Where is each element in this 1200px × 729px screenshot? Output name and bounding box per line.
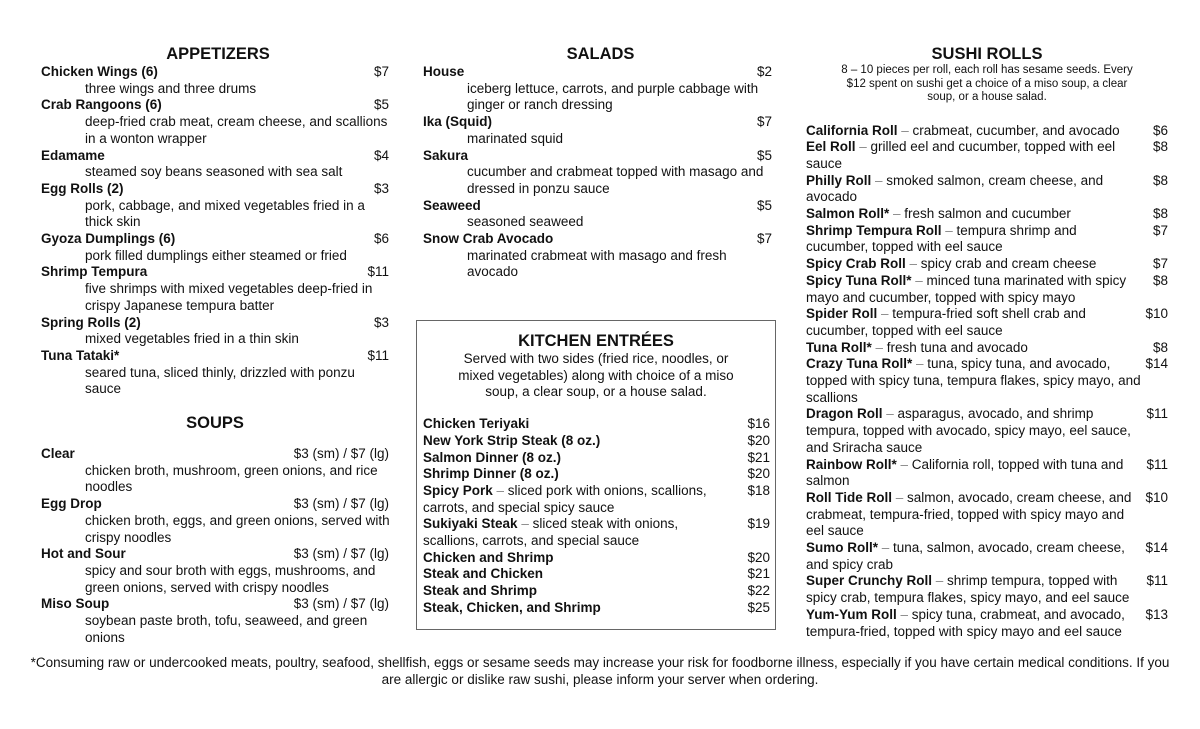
- menu-item: [806, 123, 1168, 140]
- soups-heading: SOUPS: [186, 414, 244, 432]
- item-price: $7: [1152, 256, 1168, 272]
- item-description: seared tuna, sliced thinly, drizzled with ponzu sauce: [85, 364, 355, 397]
- item-description: tempura-fried soft shell crab and cucumber, topped with eel sauce: [806, 306, 1086, 338]
- footer-disclaimer: *Consuming raw or undercooked meats, poultry, seafood, shellfish, eggs or sesame seeds may increase your risk for foodborne illness, especially if you have certain medical conditions. If you are allergic or dislike raw sushi, please inform your server when ordering.: [30, 655, 1170, 687]
- kitchen-note: Served with two sides (fried rice, noodles, or mixed vegetables) along with choice of a miso soup, a clear soup, or a house salad.: [458, 351, 734, 400]
- dash-separator: –: [871, 172, 887, 188]
- menu-item: [41, 181, 389, 198]
- item-name: Roll Tide Roll: [806, 489, 893, 505]
- appetizers-list: [41, 64, 389, 398]
- menu-item: [806, 573, 1168, 606]
- item-price: $20: [747, 432, 770, 448]
- menu-item: [41, 446, 389, 463]
- item-price: $11: [1146, 456, 1168, 472]
- item-name: Sukiyaki Steak: [423, 516, 518, 532]
- item-description: salmon, avocado, cream cheese, and crabmeat, tempura-fried, topped with spicy mayo and eel sauce: [806, 489, 1132, 539]
- item-price: $14: [1145, 356, 1168, 372]
- item-description: asparagus, avocado, and shrimp tempura, topped with avocado, spicy mayo, eel sauce, and Sriracha sauce: [806, 406, 1131, 455]
- menu-item: [806, 273, 1168, 306]
- menu-item: [806, 223, 1168, 256]
- item-name: Sumo Roll*: [806, 540, 879, 556]
- menu-item: [41, 546, 389, 563]
- item-description: cucumber and crabmeat topped with masago and dressed in ponzu sauce: [467, 164, 764, 196]
- item-price: $7: [373, 64, 389, 79]
- dash-separator: –: [911, 272, 927, 288]
- menu-item: [423, 433, 770, 450]
- item-name: Gyoza Dumplings (6): [41, 231, 176, 247]
- menu-item: [423, 516, 770, 549]
- menu-item: [423, 198, 772, 215]
- item-description: grilled eel and cucumber, topped with eel sauce: [806, 139, 1116, 171]
- menu-item: [806, 139, 1168, 172]
- item-name: Rainbow Roll*: [806, 456, 897, 472]
- menu-item: [423, 550, 770, 567]
- menu-item: [423, 231, 772, 248]
- item-price: $20: [747, 466, 770, 482]
- item-description: shrimp tempura, topped with spicy crab, tempura flakes, spicy mayo, and eel sauce: [806, 573, 1130, 606]
- item-description: chicken broth, eggs, and green onions, served with crispy noodles: [85, 512, 390, 545]
- menu-item: [423, 483, 770, 516]
- menu-item: [806, 340, 1168, 357]
- item-price: $10: [1145, 489, 1168, 505]
- item-description: spicy tuna, crabmeat, and avocado, tempura-fried, topped with spicy mayo and eel sauce: [806, 606, 1125, 639]
- item-name: Hot and Sour: [41, 546, 126, 562]
- item-price: $8: [1152, 172, 1168, 188]
- item-name: Tuna Roll*: [806, 339, 872, 355]
- item-name: Steak and Chicken: [423, 566, 544, 582]
- menu-item: [423, 148, 772, 165]
- menu-item: [806, 173, 1168, 206]
- item-name: Shrimp Tempura Roll: [806, 222, 942, 238]
- item-name: Spider Roll: [806, 306, 878, 322]
- item-price: $16: [747, 416, 770, 432]
- menu-item: [806, 206, 1168, 223]
- kitchen-entrees-box: [416, 320, 776, 630]
- item-description: spicy and sour broth with eggs, mushrooms, and green onions, served with crispy noodles: [85, 562, 376, 595]
- dash-separator: –: [492, 482, 508, 498]
- menu-item: [806, 406, 1168, 456]
- item-price: $18: [747, 482, 770, 498]
- item-description: marinated crabmeat with masago and fresh avocado: [467, 247, 727, 280]
- menu-item: [806, 356, 1168, 406]
- sushi-section: [806, 44, 1168, 640]
- salads-heading: SALADS: [566, 45, 635, 63]
- item-name: Yum-Yum Roll: [806, 606, 897, 622]
- menu-item: [41, 348, 389, 365]
- item-price: $11: [1146, 573, 1168, 589]
- item-description: deep-fried crab meat, cream cheese, and scallions in a wonton wrapper: [85, 114, 388, 146]
- item-price: $6: [373, 231, 389, 247]
- dash-separator: –: [892, 489, 908, 505]
- dash-separator: –: [517, 516, 533, 532]
- dash-separator: –: [878, 540, 894, 556]
- item-description: soybean paste broth, tofu, seaweed, and green onions: [85, 613, 368, 645]
- item-name: Chicken and Shrimp: [423, 549, 554, 565]
- item-price: $10: [1145, 306, 1168, 322]
- item-name: Crazy Tuna Roll*: [806, 356, 913, 372]
- appetizers-heading: APPETIZERS: [166, 45, 270, 63]
- dash-separator: –: [877, 306, 893, 322]
- menu-item: [423, 114, 772, 131]
- menu-item: [423, 416, 770, 433]
- dash-separator: –: [896, 456, 912, 472]
- item-name: Spring Rolls (2): [41, 314, 141, 330]
- item-name: Philly Roll: [806, 172, 872, 188]
- item-price: $3 (sm) / $7 (lg): [293, 546, 389, 562]
- sushi-list: [806, 123, 1168, 641]
- menu-item: [423, 450, 770, 467]
- menu-item: [41, 264, 389, 281]
- item-description: pork filled dumplings either steamed or fried: [85, 247, 347, 263]
- item-price: $8: [1152, 339, 1168, 355]
- item-price: $5: [756, 147, 772, 163]
- menu-item: [806, 306, 1168, 339]
- item-name: Ika (Squid): [423, 114, 493, 130]
- item-name: Crab Rangoons (6): [41, 97, 162, 113]
- item-price: $3: [373, 180, 389, 196]
- dash-separator: –: [889, 206, 905, 222]
- item-price: $21: [747, 566, 770, 582]
- item-description: minced tuna marinated with spicy mayo and cucumber, topped with spicy mayo: [806, 272, 1127, 305]
- item-name: Chicken Wings (6): [41, 64, 158, 79]
- item-name: California Roll: [806, 122, 898, 138]
- item-price: $7: [756, 114, 772, 130]
- item-price: $8: [1152, 139, 1168, 155]
- menu-item: [423, 566, 770, 583]
- item-name: New York Strip Steak (8 oz.): [423, 432, 601, 448]
- item-price: $3 (sm) / $7 (lg): [293, 446, 389, 461]
- appetizers-section: [41, 44, 389, 398]
- menu-item: [423, 583, 770, 600]
- item-price: $20: [747, 549, 770, 565]
- item-description: crabmeat, cucumber, and avocado: [912, 122, 1120, 138]
- menu-item: [806, 607, 1168, 640]
- item-name: House: [423, 64, 465, 79]
- item-name: Edamame: [41, 147, 105, 163]
- item-name: Dragon Roll: [806, 406, 883, 422]
- item-name: Spicy Tuna Roll*: [806, 272, 912, 288]
- item-price: $7: [756, 231, 772, 247]
- item-description: marinated squid: [467, 130, 564, 146]
- menu-item: [423, 64, 772, 81]
- item-description: fresh tuna and avocado: [886, 339, 1028, 355]
- item-description: three wings and three drums: [85, 80, 257, 96]
- item-price: $11: [367, 264, 389, 280]
- item-description: iceberg lettuce, carrots, and purple cabbage with ginger or ranch dressing: [467, 80, 759, 113]
- salads-list: [423, 64, 772, 281]
- item-name: Eel Roll: [806, 139, 856, 155]
- item-name: Salmon Roll*: [806, 206, 890, 222]
- item-description: sliced pork with onions, scallions, carrots, and special spicy sauce: [423, 482, 707, 515]
- item-description: seasoned seaweed: [467, 214, 584, 230]
- item-price: $3 (sm) / $7 (lg): [293, 596, 389, 612]
- menu-item: [41, 231, 389, 248]
- item-price: $21: [747, 449, 770, 465]
- item-price: $8: [1152, 206, 1168, 222]
- item-price: $5: [373, 97, 389, 113]
- menu-item: [41, 315, 389, 332]
- dash-separator: –: [871, 339, 887, 355]
- menu-item: [423, 600, 770, 617]
- menu-item: [41, 496, 389, 513]
- item-price: $3: [373, 314, 389, 330]
- menu-item: [41, 596, 389, 613]
- item-price: $14: [1145, 540, 1168, 556]
- item-description: tuna, spicy tuna, and avocado, topped with spicy tuna, tempura flakes, spicy mayo, and scallions: [806, 356, 1141, 405]
- item-description: California roll, topped with tuna and salmon: [806, 456, 1124, 489]
- dash-separator: –: [932, 573, 948, 589]
- item-price: $7: [1152, 222, 1168, 238]
- menu-item: [806, 490, 1168, 540]
- item-description: chicken broth, mushroom, green onions, and rice noodles: [85, 462, 378, 495]
- item-name: Super Crunchy Roll: [806, 573, 933, 589]
- item-price: $19: [747, 516, 770, 532]
- item-name: Spicy Crab Roll: [806, 256, 906, 272]
- dash-separator: –: [896, 606, 912, 622]
- salads-section: [423, 44, 772, 281]
- kitchen-list: [417, 416, 775, 616]
- soups-list: [41, 446, 389, 646]
- item-price: $3 (sm) / $7 (lg): [293, 496, 389, 512]
- item-name: Shrimp Dinner (8 oz.): [423, 466, 559, 482]
- item-description: steamed soy beans seasoned with sea salt: [85, 164, 343, 180]
- item-name: Chicken Teriyaki: [423, 416, 530, 432]
- sushi-note: 8 – 10 pieces per roll, each roll has sesame seeds. Every $12 spent on sushi get a choice of a miso soup, a clear soup, or a house salad.: [841, 64, 1133, 103]
- dash-separator: –: [882, 406, 898, 422]
- menu-item: [806, 540, 1168, 573]
- dash-separator: –: [905, 256, 921, 272]
- item-price: $6: [1152, 122, 1168, 138]
- item-description: tuna, salmon, avocado, cream cheese, and spicy crab: [806, 540, 1125, 572]
- menu-item: [41, 148, 389, 165]
- menu-item: [41, 97, 389, 114]
- item-name: Miso Soup: [41, 596, 110, 612]
- sushi-heading: SUSHI ROLLS: [931, 45, 1043, 63]
- item-price: $5: [756, 197, 772, 213]
- menu-item: [423, 466, 770, 483]
- item-name: Clear: [41, 446, 75, 461]
- item-description: pork, cabbage, and mixed vegetables fried in a thick skin: [85, 197, 365, 230]
- item-name: Salmon Dinner (8 oz.): [423, 449, 562, 465]
- item-price: $11: [367, 347, 389, 363]
- item-price: $13: [1145, 606, 1168, 622]
- item-name: Shrimp Tempura: [41, 264, 148, 280]
- item-name: Snow Crab Avocado: [423, 231, 554, 247]
- item-description: fresh salmon and cucumber: [904, 206, 1071, 222]
- item-description: five shrimps with mixed vegetables deep-fried in crispy Japanese tempura batter: [85, 281, 373, 313]
- item-price: $25: [747, 599, 770, 615]
- item-name: Seaweed: [423, 197, 481, 213]
- item-name: Steak, Chicken, and Shrimp: [423, 599, 601, 615]
- item-price: $8: [1152, 272, 1168, 288]
- menu-item: [806, 256, 1168, 273]
- item-description: spicy crab and cream cheese: [920, 256, 1097, 272]
- dash-separator: –: [855, 139, 871, 155]
- item-description: smoked salmon, cream cheese, and avocado: [806, 172, 1104, 205]
- item-name: Steak and Shrimp: [423, 583, 538, 599]
- item-price: $4: [373, 147, 389, 163]
- item-price: $2: [756, 64, 772, 79]
- dash-separator: –: [897, 122, 913, 138]
- kitchen-heading: KITCHEN ENTRÉES: [518, 332, 674, 350]
- soups-section: [41, 413, 389, 646]
- dash-separator: –: [912, 356, 928, 372]
- item-name: Sakura: [423, 147, 469, 163]
- item-description: tempura shrimp and cucumber, topped with eel sauce: [806, 222, 1077, 255]
- item-name: Spicy Pork: [423, 482, 493, 498]
- item-name: Tuna Tataki*: [41, 347, 120, 363]
- item-name: Egg Rolls (2): [41, 180, 124, 196]
- dash-separator: –: [941, 222, 957, 238]
- menu-item: [806, 457, 1168, 490]
- item-description: sliced steak with onions, scallions, carrots, and special sauce: [423, 516, 679, 549]
- item-name: Egg Drop: [41, 496, 102, 512]
- item-price: $22: [747, 583, 770, 599]
- item-description: mixed vegetables fried in a thin skin: [85, 331, 299, 347]
- menu-item: [41, 64, 389, 81]
- item-price: $11: [1146, 406, 1168, 422]
